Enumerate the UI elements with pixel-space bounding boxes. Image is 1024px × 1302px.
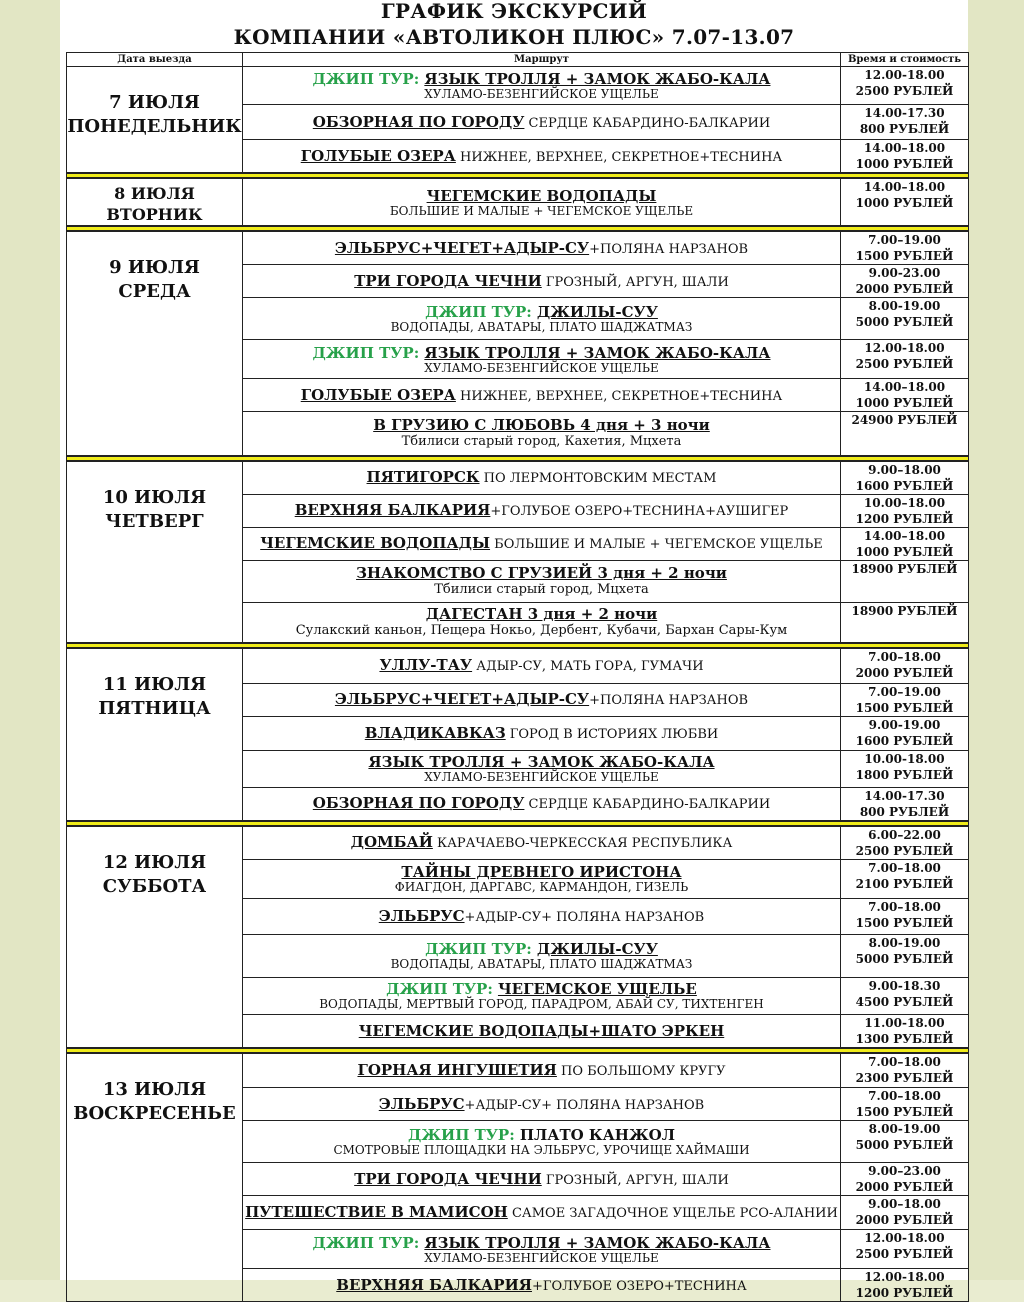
tour-subtitle: ВОДОПАДЫ, МЕРТВЫЙ ГОРОД, ПАРАДРОМ, АБАЙ СУ, ТИХТЕНГЕН	[319, 997, 764, 1011]
day-weekday: ЧЕТВЕРГ	[105, 510, 204, 532]
tour-price: 5000 РУБЛЕЙ	[855, 951, 954, 966]
time-price-cell	[841, 1196, 969, 1230]
tour-price: 1000 РУБЛЕЙ	[855, 157, 954, 171]
route-cell	[243, 716, 841, 750]
day-date: 7 ИЮЛЯ	[109, 92, 200, 113]
tour-name: ЭЛЬБРУС+ЧЕГЕТ+АДЫР-СУ	[334, 238, 590, 257]
right-margin	[964, 0, 1024, 1280]
time-price-cell	[841, 379, 969, 412]
tour-detail: САМОЕ ЗАГАДОЧНОЕ УЩЕЛЬЕ РСО-АЛАНИИ	[507, 1206, 838, 1221]
route-cell	[243, 977, 841, 1014]
day-label	[67, 179, 242, 225]
tour-name: ЧЕГЕМСКИЕ ВОДОПАДЫ	[426, 186, 657, 205]
day-label	[67, 649, 242, 721]
route-cell	[243, 1014, 841, 1048]
route-cell	[243, 1088, 841, 1121]
time-price-cell	[841, 1014, 969, 1048]
tour-row	[67, 1053, 969, 1088]
day-label	[67, 462, 242, 534]
tour-subtitle: ХУЛАМО-БЕЗЕНГИЙСКОЕ УЩЕЛЬЕ	[424, 1250, 659, 1265]
tour-detail: +ГОЛУБОЕ ОЗЕРО+ТЕСНИНА	[531, 1278, 747, 1294]
tour-time: 9.00-23.00	[868, 266, 941, 280]
time-price-cell	[841, 298, 969, 340]
tour-time: 9.00-18.30	[868, 978, 941, 993]
day-cell	[67, 648, 243, 821]
tour-row	[67, 648, 969, 683]
tour-price: 2500 РУБЛЕЙ	[855, 1247, 954, 1261]
tour-price: 2300 РУБЛЕЙ	[855, 1070, 954, 1085]
route-cell	[243, 787, 841, 821]
tour-price: 1500 РУБЛЕЙ	[855, 249, 954, 263]
tour-name: ТРИ ГОРОДА ЧЕЧНИ	[354, 271, 542, 290]
tour-name: ВЕРХНЯЯ БАЛКАРИЯ	[294, 501, 491, 519]
tour-subtitle: ФИАГДОН, ДАРГАВС, КАРМАНДОН, ГИЗЕЛЬ	[394, 880, 689, 894]
tour-price: 800 РУБЛЕЙ	[859, 804, 950, 819]
tour-price: 1500 РУБЛЕЙ	[855, 700, 954, 715]
tour-price: 5000 РУБЛЕЙ	[855, 1138, 954, 1152]
tour-price: 2100 РУБЛЕЙ	[855, 876, 954, 891]
tour-price: 1200 РУБЛЕЙ	[855, 1286, 954, 1300]
jeep-tour-label: ДЖИП ТУР:	[312, 1233, 420, 1252]
day-cell	[67, 461, 243, 644]
day-weekday: ПОНЕДЕЛЬНИК	[67, 116, 242, 137]
tour-time: 14.00-17.30	[864, 106, 945, 120]
tour-subtitle: СМОТРОВЫЕ ПЛОЩАДКИ НА ЭЛЬБРУС, УРОЧИЩЕ ХАЙМАШИ	[333, 1143, 750, 1157]
tour-name: УЛЛУ-ТАУ	[379, 656, 473, 675]
tour-name: ОБЗОРНАЯ ПО ГОРОДУ	[312, 794, 525, 812]
tour-detail: СЕРДЦЕ КАБАРДИНО-БАЛКАРИИ	[524, 797, 771, 812]
tour-time: 7.00–18.00	[868, 899, 941, 914]
tour-time: 12.00-18.00	[864, 1231, 945, 1245]
tour-name: ВЛАДИКАВКАЗ	[364, 723, 506, 742]
tour-price: 5000 РУБЛЕЙ	[855, 315, 954, 329]
tour-name: ЯЗЫК ТРОЛЛЯ + ЗАМОК ЖАБО-КАЛА	[424, 70, 771, 88]
day-cell	[67, 67, 243, 174]
tour-name: ЯЗЫК ТРОЛЛЯ + ЗАМОК ЖАБО-КАЛА	[368, 753, 715, 771]
tour-price: 2000 РУБЛЕЙ	[855, 666, 954, 680]
tour-price: 18900 РУБЛЕЙ	[851, 603, 958, 618]
tour-price: 24900 РУБЛЕЙ	[851, 413, 958, 427]
route-cell	[243, 898, 841, 934]
tour-detail: АДЫР-СУ, МАТЬ ГОРА, ГУМАЧИ	[472, 659, 704, 675]
tour-detail: ПО ЛЕРМОНТОВСКИМ МЕСТАМ	[479, 471, 717, 486]
schedule-body	[67, 67, 969, 1302]
time-price-cell	[841, 1230, 969, 1269]
route-cell	[243, 231, 841, 265]
tour-time: 9.00–18.00	[868, 1197, 941, 1211]
route-cell	[243, 494, 841, 527]
tour-name: ЧЕГЕМСКИЕ ВОДОПАДЫ+ШАТО ЭРКЕН	[358, 1021, 725, 1040]
tour-price: 1300 РУБЛЕЙ	[855, 1031, 954, 1046]
time-price-cell	[841, 898, 969, 934]
table-header-row	[67, 53, 969, 67]
tour-name: ГОРНАЯ ИНГУШЕТИЯ	[357, 1060, 557, 1079]
route-cell	[243, 379, 841, 412]
day-date: 11 ИЮЛЯ	[102, 674, 207, 695]
route-cell	[243, 140, 841, 174]
tour-time: 14.00–18.00	[863, 141, 946, 155]
tour-name: ЗНАКОМСТВО С ГРУЗИЕЙ 3 дня + 2 ночи	[356, 564, 727, 582]
time-price-cell	[841, 67, 969, 105]
day-label	[67, 827, 242, 899]
day-weekday: ВТОРНИК	[106, 205, 203, 224]
column-header-time-price: Время и стоимость	[841, 53, 969, 67]
tour-detail: НИЖНЕЕ, ВЕРХНЕЕ, СЕКРЕТНОЕ+ТЕСНИНА	[455, 149, 783, 165]
tour-name: ГОЛУБЫЕ ОЗЕРА	[300, 385, 456, 404]
tour-detail: ГОРОД В ИСТОРИЯХ ЛЮБВИ	[505, 726, 719, 742]
tour-row	[67, 178, 969, 226]
route-cell	[243, 602, 841, 643]
tour-price: 1600 РУБЛЕЙ	[855, 733, 954, 748]
tour-price: 18900 РУБЛЕЙ	[851, 561, 958, 576]
tour-subtitle: ВОДОПАДЫ, АВАТАРЫ, ПЛАТО ШАДЖАТМАЗ	[390, 957, 693, 971]
tour-name: ЯЗЫК ТРОЛЛЯ + ЗАМОК ЖАБО-КАЛА	[424, 343, 771, 362]
time-price-cell	[841, 412, 969, 456]
tour-time: 14.00-17.30	[864, 788, 945, 803]
tour-time: 9.00–23.00	[868, 1164, 941, 1178]
tour-detail: ГРОЗНЫЙ, АРГУН, ШАЛИ	[541, 274, 729, 290]
route-cell	[243, 67, 841, 105]
day-label	[67, 1054, 242, 1126]
tour-detail: КАРАЧАЕВО-ЧЕРКЕССКАЯ РЕСПУБЛИКА	[432, 836, 733, 851]
document-title: ГРАФИК ЭКСКУРСИЙ	[380, 0, 648, 23]
jeep-tour-label: ДЖИП ТУР:	[425, 940, 532, 958]
route-cell	[243, 265, 841, 298]
left-margin	[0, 0, 60, 1280]
tour-price: 1600 РУБЛЕЙ	[855, 478, 954, 493]
route-cell	[243, 560, 841, 602]
tour-name: ТРИ ГОРОДА ЧЕЧНИ	[354, 1169, 542, 1188]
tour-detail: +ГОЛУБОЕ ОЗЕРО+ТЕСНИНА+АУШИГЕР	[490, 504, 789, 519]
schedule-sheet	[60, 0, 968, 1300]
tour-time: 14.00–18.00	[863, 180, 946, 194]
time-price-cell	[841, 231, 969, 265]
tour-name: ОБЗОРНАЯ ПО ГОРОДУ	[312, 112, 525, 131]
time-price-cell	[841, 178, 969, 226]
tour-time: 8.00-19.00	[868, 1122, 941, 1136]
jeep-tour-label: ДЖИП ТУР:	[408, 1126, 515, 1144]
tour-time: 14.00–18.00	[863, 380, 946, 394]
tour-time: 6.00–22.00	[868, 827, 941, 842]
tour-row	[67, 67, 969, 105]
tour-price: 2000 РУБЛЕЙ	[855, 1180, 954, 1194]
route-cell	[243, 1269, 841, 1302]
route-cell	[243, 1196, 841, 1230]
day-weekday: ПЯТНИЦА	[98, 698, 211, 719]
tour-detail: ПО БОЛЬШОМУ КРУГУ	[556, 1063, 726, 1079]
tour-time: 8.00-19.00	[868, 935, 941, 950]
time-price-cell	[841, 859, 969, 898]
day-cell	[67, 231, 243, 456]
tour-detail: +ПОЛЯНА НАРЗАНОВ	[589, 241, 749, 257]
route-cell	[243, 683, 841, 716]
day-label	[67, 67, 242, 139]
tour-row	[67, 461, 969, 495]
route-cell	[243, 461, 841, 495]
time-price-cell	[841, 105, 969, 140]
tour-time: 10.00-18.00	[864, 751, 945, 766]
tour-time: 7.00–18.00	[868, 860, 941, 875]
route-cell	[243, 527, 841, 560]
tour-time: 11.00-18.00	[864, 1015, 945, 1030]
tour-name: В ГРУЗИЮ С ЛЮБОВЬ 4 дня + 3 ночи	[373, 416, 710, 435]
tour-price: 2500 РУБЛЕЙ	[855, 843, 954, 858]
tour-time: 12.00-18.00	[864, 1270, 945, 1284]
tour-detail: +АДЫР-СУ+ ПОЛЯНА НАРЗАНОВ	[464, 909, 705, 925]
time-price-cell	[841, 787, 969, 821]
tour-time: 7.00–18.00	[868, 1089, 941, 1103]
day-date: 8 ИЮЛЯ	[114, 184, 195, 203]
document-subtitle: КОМПАНИИ «АВТОЛИКОН ПЛЮС» 7.07-13.07	[233, 25, 795, 49]
route-cell	[243, 826, 841, 860]
tour-price: 800 РУБЛЕЙ	[859, 122, 950, 136]
tour-time: 7.00–19.00	[868, 684, 941, 699]
route-cell	[243, 750, 841, 787]
route-cell	[243, 105, 841, 140]
time-price-cell	[841, 560, 969, 602]
tour-price: 2500 РУБЛЕЙ	[855, 357, 954, 371]
tour-detail: НИЖНЕЕ, ВЕРХНЕЕ, СЕКРЕТНОЕ+ТЕСНИНА	[455, 388, 783, 404]
time-price-cell	[841, 716, 969, 750]
tour-price: 1200 РУБЛЕЙ	[855, 511, 954, 526]
tour-time: 12.00-18.00	[864, 68, 945, 82]
tour-subtitle: БОЛЬШИЕ И МАЛЫЕ + ЧЕГЕМСКОЕ УЩЕЛЬЕ	[389, 203, 694, 218]
day-date: 13 ИЮЛЯ	[102, 1078, 207, 1100]
tour-price: 4500 РУБЛЕЙ	[855, 994, 954, 1009]
tour-name: ДАГЕСТАН 3 дня + 2 ночи	[425, 605, 658, 624]
tour-name: ДЖИЛЫ-СУУ	[536, 940, 658, 958]
jeep-tour-label: ДЖИП ТУР:	[386, 980, 493, 998]
tour-subtitle: ХУЛАМО-БЕЗЕНГИЙСКОЕ УЩЕЛЬЕ	[424, 87, 659, 101]
tour-row	[67, 826, 969, 860]
time-price-cell	[841, 977, 969, 1014]
tour-price: 1000 РУБЛЕЙ	[855, 396, 954, 410]
tour-price: 1000 РУБЛЕЙ	[855, 544, 954, 559]
route-cell	[243, 1230, 841, 1269]
time-price-cell	[841, 934, 969, 977]
time-price-cell	[841, 494, 969, 527]
tour-detail: +ПОЛЯНА НАРЗАНОВ	[589, 693, 749, 708]
tour-detail: ГРОЗНЫЙ, АРГУН, ШАЛИ	[541, 1172, 729, 1188]
tour-detail: БОЛЬШИЕ И МАЛЫЕ + ЧЕГЕМСКОЕ УЩЕЛЬЕ	[490, 537, 823, 552]
tour-subtitle: ХУЛАМО-БЕЗЕНГИЙСКОЕ УЩЕЛЬЕ	[424, 360, 659, 375]
tour-name: ДЖИЛЫ-СУУ	[536, 303, 658, 321]
route-cell	[243, 340, 841, 379]
time-price-cell	[841, 826, 969, 860]
day-weekday: ВОСКРЕСЕНЬЕ	[73, 1102, 236, 1124]
time-price-cell	[841, 683, 969, 716]
tour-name: ЭЛЬБРУС	[378, 906, 465, 925]
time-price-cell	[841, 648, 969, 683]
route-cell	[243, 298, 841, 340]
tour-subtitle: Тбилиси старый город, Кахетия, Мцхета	[401, 434, 682, 450]
tour-subtitle: Тбилиси старый город, Мцхета	[434, 582, 649, 597]
tour-name: ЯЗЫК ТРОЛЛЯ + ЗАМОК ЖАБО-КАЛА	[424, 1233, 771, 1252]
tour-time: 9.00-19.00	[868, 717, 941, 732]
time-price-cell	[841, 1163, 969, 1196]
route-cell	[243, 178, 841, 226]
day-cell	[67, 826, 243, 1048]
tour-name: ЭЛЬБРУС	[378, 1094, 465, 1113]
tour-name: ДОМБАЙ	[350, 833, 433, 851]
time-price-cell	[841, 265, 969, 298]
route-cell	[243, 934, 841, 977]
tour-price: 1500 РУБЛЕЙ	[855, 1105, 954, 1119]
tour-time: 12.00-18.00	[864, 341, 945, 355]
tour-price: 1500 РУБЛЕЙ	[855, 915, 954, 930]
tour-name: ЧЕГЕМСКОЕ УЩЕЛЬЕ	[497, 980, 697, 998]
tour-price: 1000 РУБЛЕЙ	[855, 196, 954, 210]
day-date: 12 ИЮЛЯ	[102, 851, 207, 873]
route-cell	[243, 1163, 841, 1196]
column-header-route: Маршрут	[243, 53, 841, 67]
jeep-tour-label: ДЖИП ТУР:	[312, 70, 420, 88]
tour-name: ЭЛЬБРУС+ЧЕГЕТ+АДЫР-СУ	[334, 690, 590, 708]
route-cell	[243, 648, 841, 683]
route-cell	[243, 412, 841, 456]
tour-name: ТАЙНЫ ДРЕВНЕГО ИРИСТОНА	[401, 863, 682, 881]
tour-name: ВЕРХНЯЯ БАЛКАРИЯ	[336, 1275, 532, 1294]
tour-name: ЧЕГЕМСКИЕ ВОДОПАДЫ	[260, 534, 491, 552]
day-cell	[67, 1053, 243, 1302]
tour-subtitle: Сулакский каньон, Пещера Нокьо, Дербент, Кубачи, Бархан Сары-Кум	[295, 623, 788, 639]
time-price-cell	[841, 602, 969, 643]
tour-time: 7.00–18.00	[868, 1054, 941, 1069]
tour-time: 7.00–18.00	[868, 650, 941, 664]
tour-detail: +АДЫР-СУ+ ПОЛЯНА НАРЗАНОВ	[464, 1097, 705, 1113]
time-price-cell	[841, 1269, 969, 1302]
route-cell	[243, 1121, 841, 1163]
tour-price: 2000 РУБЛЕЙ	[855, 1213, 954, 1227]
tour-name: ПУТЕШЕСТВИЕ В МАМИСОН	[245, 1203, 508, 1221]
tour-price: 1800 РУБЛЕЙ	[855, 767, 954, 782]
jeep-tour-label: ДЖИП ТУР:	[425, 303, 532, 321]
day-weekday: СУББОТА	[102, 875, 207, 897]
route-cell	[243, 1053, 841, 1088]
time-price-cell	[841, 140, 969, 174]
tour-time: 7.00–19.00	[868, 233, 941, 247]
day-date: 10 ИЮЛЯ	[102, 486, 207, 508]
tour-name: ГОЛУБЫЕ ОЗЕРА	[300, 146, 456, 165]
tour-price: 2000 РУБЛЕЙ	[855, 282, 954, 296]
tour-time: 10.00–18.00	[863, 495, 946, 510]
column-header-date: Дата выезда	[67, 53, 243, 67]
time-price-cell	[841, 527, 969, 560]
tour-detail: СЕРДЦЕ КАБАРДИНО-БАЛКАРИИ	[524, 115, 771, 131]
time-price-cell	[841, 1088, 969, 1121]
time-price-cell	[841, 340, 969, 379]
time-price-cell	[841, 1121, 969, 1163]
tour-name: ПЛАТО КАНЖОЛ	[519, 1126, 675, 1144]
excursion-schedule-table	[66, 52, 969, 1302]
time-price-cell	[841, 1053, 969, 1088]
tour-row	[67, 231, 969, 265]
day-label	[67, 232, 242, 304]
tour-name: ПЯТИГОРСК	[366, 468, 480, 486]
time-price-cell	[841, 461, 969, 495]
tour-time: 9.00–18.00	[868, 462, 941, 477]
day-weekday: СРЕДА	[118, 281, 191, 302]
tour-subtitle: ВОДОПАДЫ, АВАТАРЫ, ПЛАТО ШАДЖАТМАЗ	[390, 320, 693, 334]
tour-price: 2500 РУБЛЕЙ	[855, 84, 954, 98]
route-cell	[243, 859, 841, 898]
tour-time: 8.00-19.00	[868, 299, 941, 313]
time-price-cell	[841, 750, 969, 787]
tour-subtitle: ХУЛАМО-БЕЗЕНГИЙСКОЕ УЩЕЛЬЕ	[424, 770, 659, 784]
jeep-tour-label: ДЖИП ТУР:	[312, 343, 420, 362]
tour-time: 14.00–18.00	[863, 528, 946, 543]
day-date: 9 ИЮЛЯ	[109, 257, 200, 278]
day-cell	[67, 178, 243, 226]
